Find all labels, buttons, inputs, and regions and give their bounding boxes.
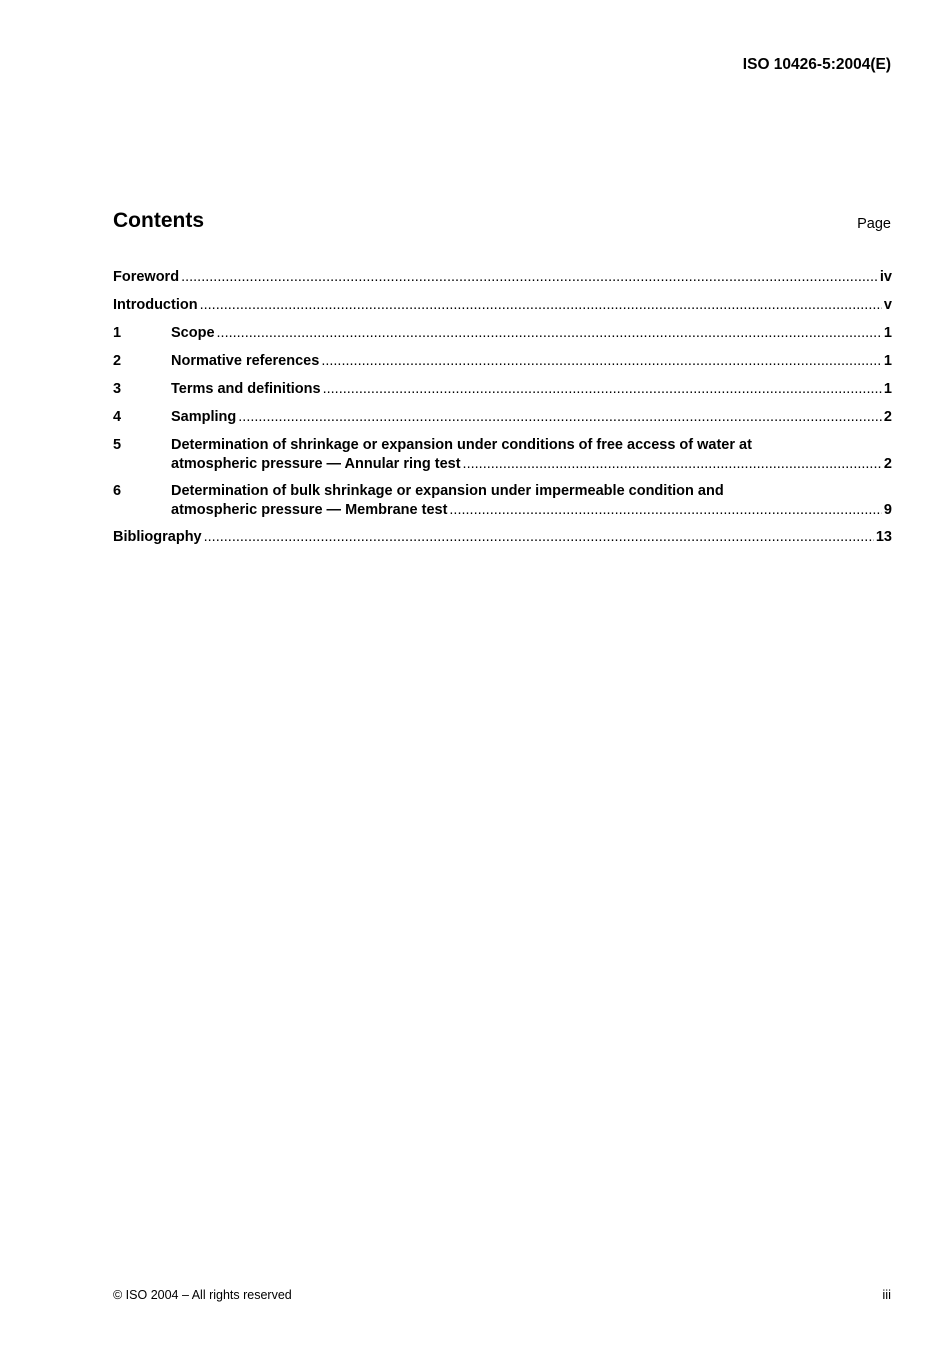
- toc-entry-scope[interactable]: [113, 324, 892, 343]
- toc-entry-annular-ring-test[interactable]: [113, 436, 892, 474]
- dot-leader: [217, 324, 882, 343]
- toc-entry-membrane-test[interactable]: [113, 482, 892, 520]
- toc-entry-title: Foreword: [113, 269, 180, 285]
- dot-leader: [321, 352, 882, 371]
- toc-entry-page: 1: [883, 325, 892, 341]
- toc-entry-title: Bibliography: [113, 529, 202, 545]
- dot-leader: [449, 501, 882, 520]
- dot-leader: [204, 528, 874, 547]
- toc-entry-number: 6: [113, 483, 122, 499]
- table-of-contents: [113, 268, 892, 556]
- toc-entry-page: v: [883, 297, 892, 313]
- toc-entry-title: Terms and definitions: [171, 381, 321, 397]
- toc-entry-number: 5: [113, 437, 122, 453]
- toc-entry-number: 3: [113, 381, 122, 397]
- toc-entry-title: Determination of shrinkage or expansion under conditions of free access of water at: [171, 437, 752, 453]
- toc-entry-number: 1: [113, 325, 122, 341]
- toc-entry-title: Determination of bulk shrinkage or expansion under impermeable condition and: [171, 483, 724, 499]
- toc-entry-page: 2: [883, 456, 892, 472]
- page-column-label: Page: [857, 216, 891, 232]
- toc-entry-page: 2: [883, 409, 892, 425]
- toc-entry-title: Introduction: [113, 297, 198, 313]
- dot-leader: [181, 268, 878, 287]
- toc-entry-number: 4: [113, 409, 122, 425]
- toc-entry-page: 13: [875, 529, 892, 545]
- toc-entry-title: Scope: [171, 325, 215, 341]
- footer-copyright: © ISO 2004 – All rights reserved: [113, 1288, 292, 1302]
- toc-entry-sampling[interactable]: [113, 408, 892, 427]
- toc-entry-normative-references[interactable]: [113, 352, 892, 371]
- toc-entry-title: Sampling: [171, 409, 237, 425]
- contents-title: Contents: [113, 209, 204, 232]
- dot-leader: [238, 408, 882, 427]
- toc-entry-foreword[interactable]: [113, 268, 892, 287]
- toc-entry-introduction[interactable]: [113, 296, 892, 315]
- toc-entry-title-continued: atmospheric pressure — Annular ring test: [171, 456, 461, 472]
- toc-entry-title-continued: atmospheric pressure — Membrane test: [171, 502, 448, 518]
- toc-entry-bibliography[interactable]: [113, 528, 892, 547]
- footer-page-number: iii: [882, 1287, 891, 1302]
- dot-leader: [200, 296, 882, 315]
- toc-entry-terms-and-definitions[interactable]: [113, 380, 892, 399]
- toc-entry-number: 2: [113, 353, 122, 369]
- toc-entry-page: 1: [883, 353, 892, 369]
- dot-leader: [463, 455, 882, 474]
- toc-entry-page: 1: [883, 381, 892, 397]
- document-id: ISO 10426-5:2004(E): [742, 56, 891, 73]
- dot-leader: [323, 380, 882, 399]
- toc-entry-page: iv: [879, 269, 892, 285]
- toc-entry-title: Normative references: [171, 353, 320, 369]
- toc-entry-page: 9: [883, 502, 892, 518]
